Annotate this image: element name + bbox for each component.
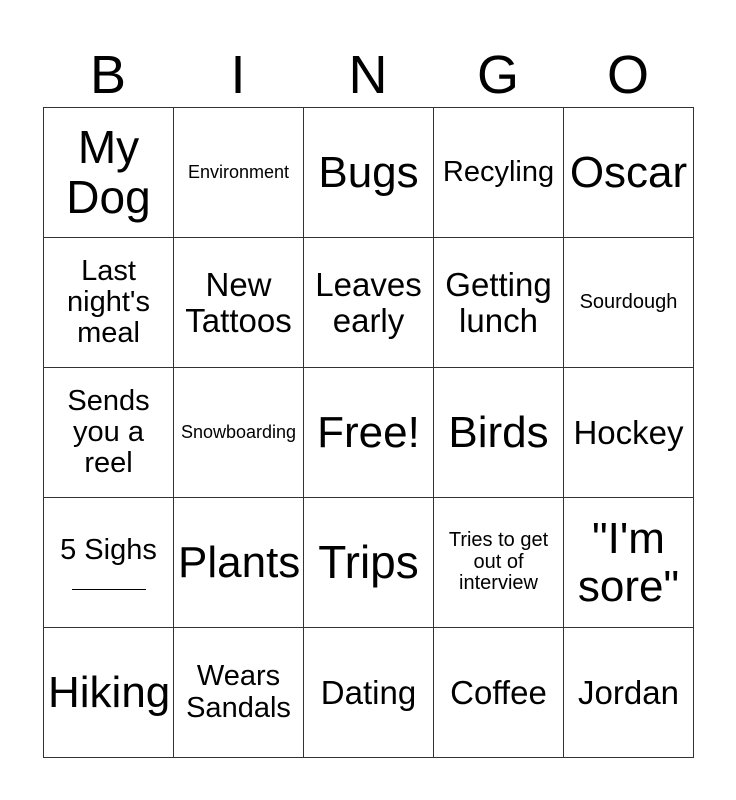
bingo-cell[interactable] [44,498,174,628]
bingo-cell[interactable]: Dating [304,628,434,758]
bingo-board [43,107,694,758]
bingo-cell[interactable]: Tries to get out of interview [434,498,564,628]
bingo-cell[interactable]: Sends you a reel [44,368,174,498]
bingo-cell[interactable]: Last night's meal [44,238,174,368]
bingo-header [43,44,693,106]
header-letter-n: N [348,45,388,105]
header-letter-i: I [230,45,246,105]
board-row [44,368,694,498]
cell-text: 5 Sighs [60,534,157,567]
bingo-cell[interactable]: Hockey [564,368,694,498]
bingo-cell[interactable]: Sourdough [564,238,694,368]
bingo-cell[interactable]: Getting lunch [434,238,564,368]
bingo-cell[interactable]: Trips [304,498,434,628]
bingo-cell[interactable]: "I'm sore" [564,498,694,628]
blank-line [72,589,146,590]
bingo-cell[interactable]: Coffee [434,628,564,758]
bingo-cell[interactable]: Hiking [44,628,174,758]
bingo-cell[interactable]: Snowboarding [174,368,304,498]
board-row [44,498,694,628]
bingo-cell[interactable]: Plants [174,498,304,628]
header-letter-b: B [89,45,127,105]
board-row [44,238,694,368]
bingo-cell[interactable]: Wears Sandals [174,628,304,758]
bingo-cell[interactable]: Oscar [564,108,694,238]
header-letter-g: G [476,45,519,105]
bingo-cell[interactable]: Bugs [304,108,434,238]
bingo-cell[interactable]: Environment [174,108,304,238]
bingo-cell[interactable]: Birds [434,368,564,498]
header-letter-o: O [606,45,649,105]
board-row [44,108,694,238]
bingo-cell[interactable]: Recyling [434,108,564,238]
bingo-cell[interactable]: New Tattoos [174,238,304,368]
bingo-cell[interactable]: My Dog [44,108,174,238]
bingo-cell[interactable]: Jordan [564,628,694,758]
free-space-cell[interactable]: Free! [304,368,434,498]
bingo-cell[interactable]: Leaves early [304,238,434,368]
board-row [44,628,694,758]
